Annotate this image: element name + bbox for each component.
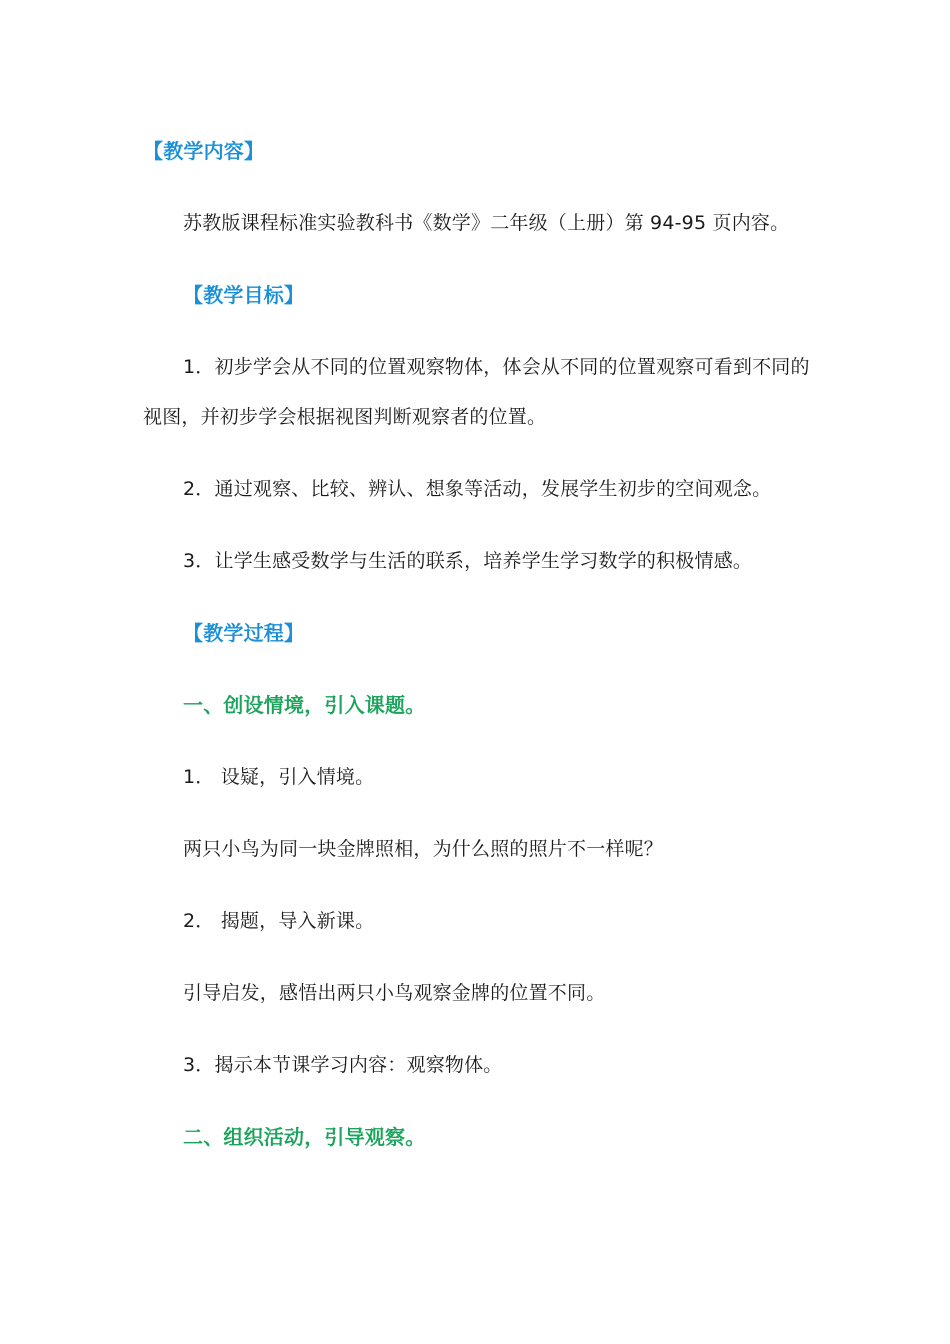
step-1-item-3: 3．揭示本节课学习内容：观察物体。 bbox=[183, 1054, 503, 1076]
goal-2: 2．通过观察、比较、辨认、想象等活动，发展学生初步的空间观念。 bbox=[183, 478, 772, 500]
heading-teaching-goals: 【教学目标】 bbox=[183, 283, 305, 307]
step-1-item-1: 1． 设疑，引入情境。 bbox=[183, 766, 375, 788]
goal-3: 3．让学生感受数学与生活的联系，培养学生学习数学的积极情感。 bbox=[183, 550, 753, 572]
heading-teaching-process: 【教学过程】 bbox=[183, 621, 305, 645]
heading-teaching-content: 【教学内容】 bbox=[143, 139, 265, 163]
step-1-heading: 一、创设情境，引入课题。 bbox=[183, 693, 426, 717]
goal-1-line-1: 1．初步学会从不同的位置观察物体，体会从不同的位置观察可看到不同的 bbox=[183, 356, 810, 378]
goal-1-line-2: 视图，并初步学会根据视图判断观察者的位置。 bbox=[143, 406, 547, 428]
step-2-heading: 二、组织活动，引导观察。 bbox=[183, 1125, 426, 1149]
step-1-item-2: 2． 揭题，导入新课。 bbox=[183, 910, 375, 932]
step-1-item-2-text: 引导启发，感悟出两只小鸟观察金牌的位置不同。 bbox=[183, 982, 606, 1004]
step-1-item-1-text: 两只小鸟为同一块金牌照相，为什么照的照片不一样呢？ bbox=[183, 838, 664, 860]
teaching-content-text: 苏教版课程标准实验教科书《数学》二年级（上册）第 94-95 页内容。 bbox=[183, 212, 790, 234]
